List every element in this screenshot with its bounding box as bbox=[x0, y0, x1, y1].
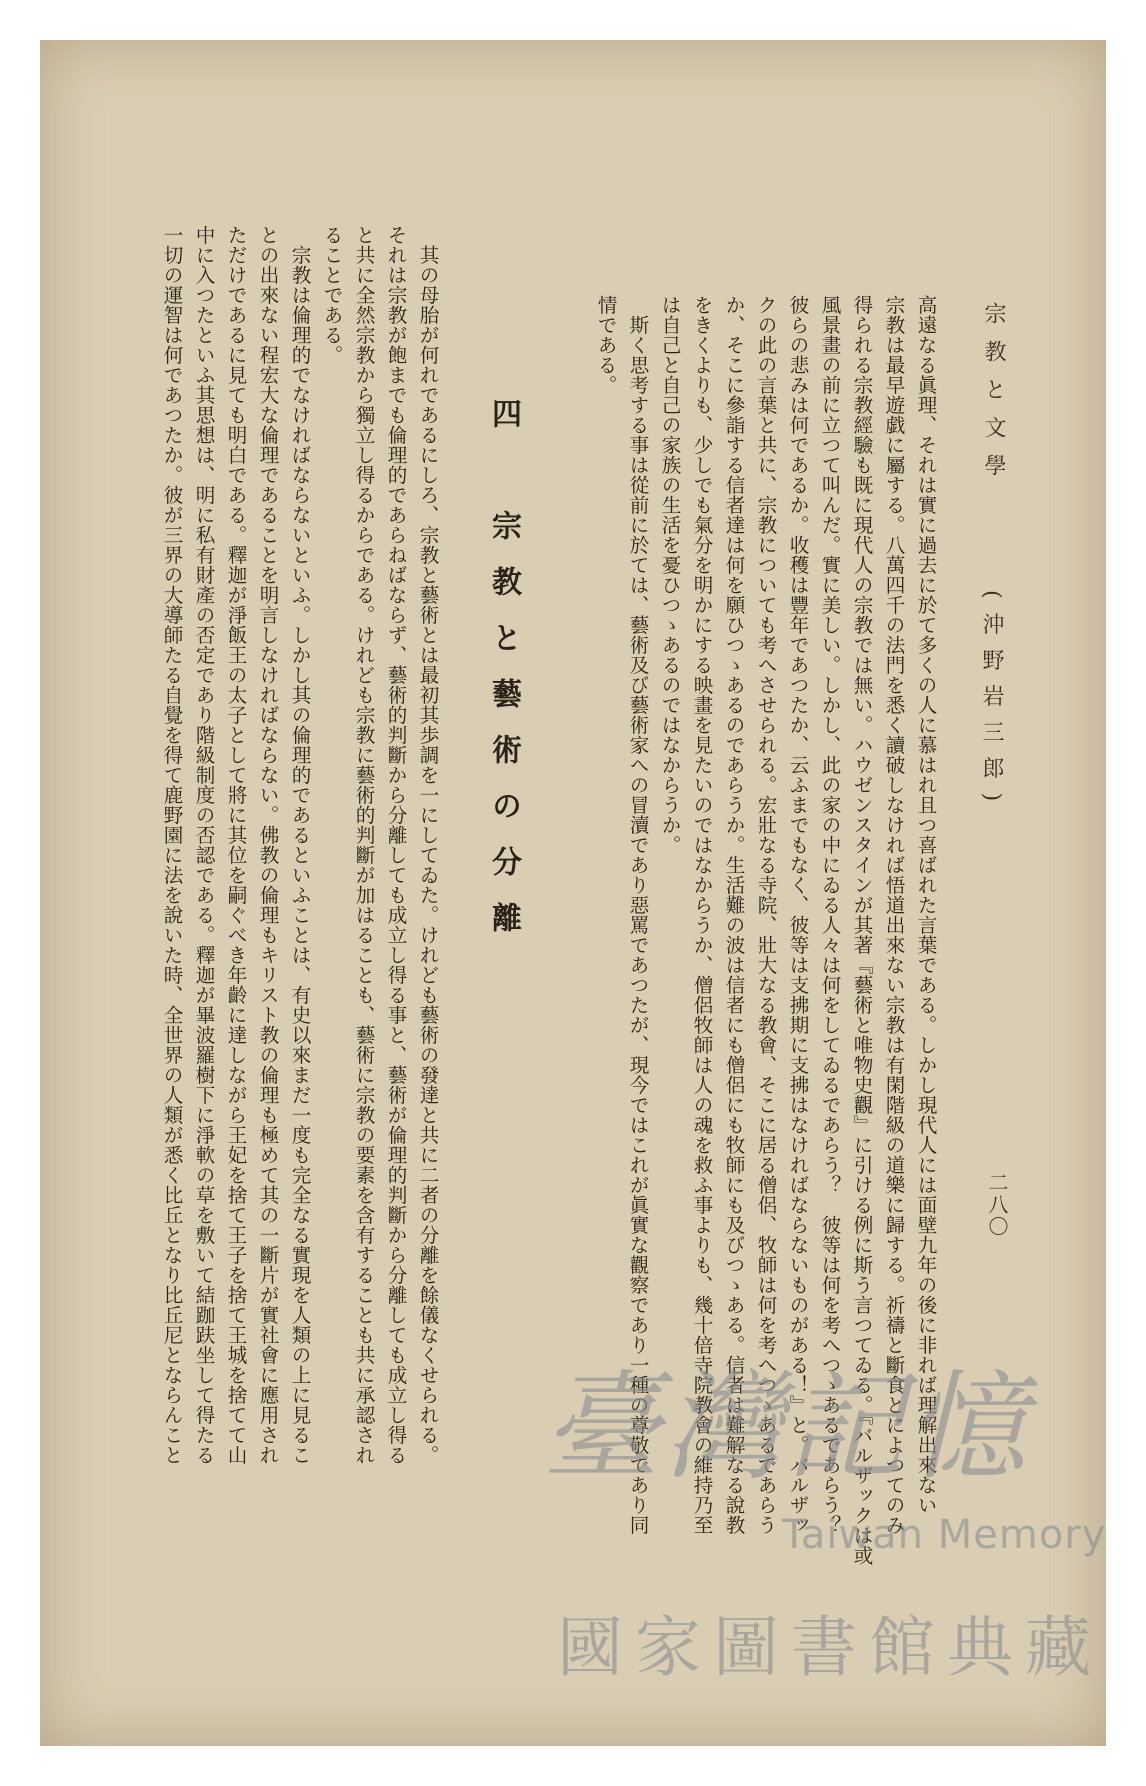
text-line: をきくよりも、少しでも氣分を明かにする映畫を見たいのではなからうか、僧侶牧師は人の魂を救ふ事よりも、幾十倍寺院教會の維持乃至 bbox=[690, 295, 713, 1535]
text-line: 中に入つたといふ其思想は、明に私有財產の否定であり階級制度の否認である。釋迦が畢波羅樹下に淨軟の草を敷いて結跏趺坐して得たる bbox=[192, 225, 215, 1465]
text-line: 高遠なる眞理、それは實に過去に於て多くの人に慕はれ且つ喜ばれた言葉である。しかし現代人には面壁九年の後に非れば理解出來ない bbox=[914, 295, 937, 1515]
watermark-english: Taiwan Memory bbox=[782, 1512, 1106, 1558]
text-line: 彼らの悲みは何であるか。收穫は豐年であつたか、云ふまでもなく、彼等は支拂期に支拂はなければならないものがある！』と。バルザッ bbox=[786, 295, 809, 1535]
text-line: 情である。 bbox=[594, 295, 617, 395]
text-line: 宗教は最早遊戯に屬する。八萬四千の法門を悉く讀破しなければ悟道出來ない宗教は有閑階級の道樂に歸する。祈禱と斷食とによつてのみ bbox=[882, 295, 905, 1535]
text-line: クの此の言葉と共に、宗教についても考へさせられる。宏壯なる寺院、壯大なる教會、そこに居る僧侶、牧師は何を考へつゝあるであらう bbox=[754, 295, 777, 1535]
text-line: 其の母胎が何れであるにしろ、宗教と藝術とは最初其歩調を一にしてゐた。けれども藝術の發達と共に二者の分離を餘儀なくせられる。 bbox=[416, 225, 439, 1465]
text-line: は自己と自己の家族の生活を憂ひつゝあるのではなからうか。 bbox=[658, 295, 681, 855]
text-line: か、そこに參詣する信者達は何を願ひつゝあるのであらうか。生活難の波は信者にも僧侶にも牧師にも及びつゝある。信者は難解なる說教 bbox=[722, 295, 745, 1535]
text-line: ることである。 bbox=[320, 225, 343, 365]
watermark-calligraphy: 臺灣記憶 bbox=[542, 1358, 1031, 1496]
text-line: 風景畫の前に立つて叫んだ。實に美しい。しかし、此の家の中にゐる人々は何をしてゐるであらう？ 彼等は何を考へつゝあるであらう？ bbox=[818, 295, 841, 1535]
text-line: それは宗教が飽までも倫理的であらねばならず、藝術的判斷から分離しても成立し得る事と、藝術が倫理的判斷から分離しても成立し得る bbox=[384, 225, 407, 1465]
text-line: 一切の運智は何であつたか。彼が三界の大導師たる自覺を得て鹿野園に法を說いた時、全世界の人類が悉く比丘となり比丘尼とならんこと bbox=[160, 225, 183, 1465]
text-line: 斯く思考する事は從前に於ては、藝術及び藝術家への冒瀆であり惡罵であつたが、現今ではこれが眞實な觀察であり一種の尊敬であり同 bbox=[626, 295, 649, 1535]
page-number: 二八〇 bbox=[985, 1172, 1009, 1238]
section-heading: 四 宗教と藝術の分離 bbox=[486, 398, 521, 958]
text-line: 得られる宗教經驗も既に現代人の宗教では無い。ハウゼンスタインが其著『藝術と唯物史觀』に引ける例に斯う言つてゐる。『バルザックは或 bbox=[850, 295, 873, 1566]
running-title: 宗教と文學 bbox=[981, 302, 1006, 492]
text-line: ただけであるに見ても明白である。釋迦が淨飯王の太子として將に其位を嗣ぐべき年齡に達しながら王妃を捨て王子を捨て王城を捨てて山 bbox=[224, 225, 247, 1465]
watermark bbox=[532, 1332, 1106, 1732]
book-page bbox=[40, 40, 1106, 1746]
author-name: (沖野岩三郎) bbox=[979, 590, 1004, 816]
text-line: との出來ない程宏大な倫理であることを明言しなければならない。佛教の倫理もキリスト教の倫理も極めて其の一斷片が實社會に應用され bbox=[256, 225, 279, 1465]
watermark-chinese: 國家圖書館典藏 bbox=[557, 1609, 1103, 1686]
text-line: と共に全然宗教から獨立し得るからである。けれども宗教に藝術的判斷が加はることも、藝術に宗教の要素を含有することも共に承認され bbox=[352, 225, 375, 1465]
text-line: 宗教は倫理的でなければならないといふ。しかし其の倫理的であるといふことは、有史以來まだ一度も完全なる實現を人類の上に見るこ bbox=[288, 225, 311, 1465]
